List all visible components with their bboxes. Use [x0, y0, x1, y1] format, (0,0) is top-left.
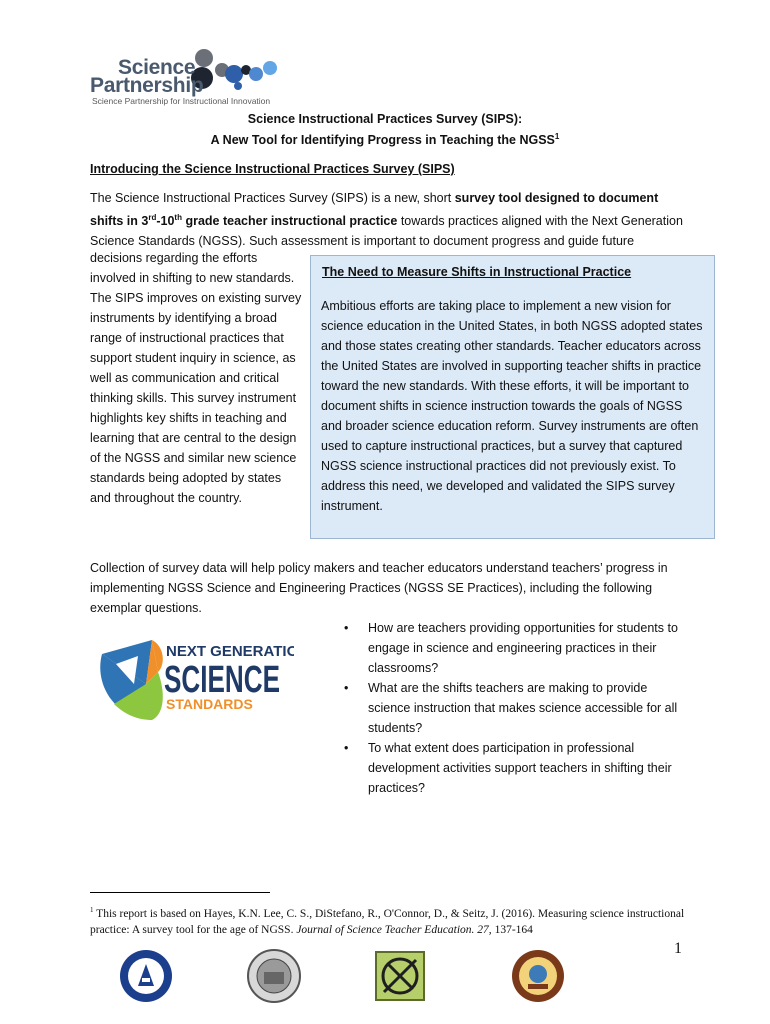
logo-tagline: Science Partnership for Instructional Innovation [92, 96, 271, 106]
question-text: How are teachers providing opportunities for students to engage in science and engineering practices in their classrooms? [368, 621, 678, 675]
bullet-icon: • [344, 681, 349, 695]
title-line-2 [0, 128, 770, 149]
footnote-divider [90, 892, 270, 893]
collection-paragraph: Collection of survey data will help policy makers and teacher educators understand teachers’ progress in implementing NGSS Science and Engineering Practices (NGSS SE Practices), including the following exemplar questions. [90, 561, 668, 615]
logo-word-partnership: Partnership [90, 74, 204, 97]
seal-4-icon [510, 948, 566, 1004]
title-footnote-mark: 1 [554, 132, 560, 141]
footnote [90, 902, 690, 938]
footnote-journal: Journal of Science Teacher Education. 27, [296, 923, 492, 936]
footnote-text: This report is based on Hayes, K.N. Lee, C. S., DiStefano, R., O'Connor, D., & Seitz, J. (2016). Measuring science instructional practice: A survey tool for the age of NGSS. [90, 907, 685, 936]
page-number: 1 [674, 940, 682, 957]
intro-sup-th: th [174, 213, 182, 222]
list-item [338, 618, 688, 678]
measure-shifts-box [310, 255, 715, 539]
ngss-line-3: STANDARDS [166, 696, 253, 712]
bullet-icon: • [344, 741, 349, 755]
list-item [338, 738, 688, 798]
intro-bold-2: -10 [156, 214, 175, 229]
science-partnership-logo [88, 44, 288, 108]
ngss-line-2: SCIENCE [164, 659, 280, 701]
intro-paragraph [90, 188, 690, 251]
box-heading: The Need to Measure Shifts in Instructional Practice [322, 265, 632, 279]
box-body: Ambitious efforts are taking place to implement a new vision for science education in the United States, in both NGSS adopted states and those states creating other standards. Teacher educators across the United States are involved in supporting teacher shifts in practice toward the new standards. With these efforts, it will be important to document shifts in science instruction towards the goals of NGSS and broader science education reform. Survey instruments are often used to capture instructional practices, but a survey that captured NGSS science instructional practices did not previously exist. To address this need, we developed and validated the SIPS survey instrument. [321, 299, 703, 513]
intro-left-column: decisions regarding the efforts involved in shifting to new standards. The SIPS improves on existing survey instruments by identifying a broad range of instructional practices that support student inquiry in science, as well as communication and critical thinking skills. This survey instrument highlights key shifts in teaching and learning that are central to the design of the NGSS and similar new science standards being adopted by states and throughout the country. [90, 251, 302, 505]
intro-sup-rd: rd [148, 213, 157, 222]
bullet-icon: • [344, 621, 349, 635]
ngss-emblem-icon [94, 634, 294, 726]
footnote-mark: 1 [90, 906, 94, 914]
list-item [338, 678, 688, 738]
seal-2-icon [246, 948, 302, 1004]
seal-3-icon [372, 948, 428, 1004]
title-line-1: Science Instructional Practices Survey (SIPS): [247, 112, 523, 126]
seal-1-icon [118, 948, 174, 1004]
intro-heading: Introducing the Science Instructional Practices Survey (SIPS) [90, 162, 455, 176]
intro-bold-1: survey tool designed to document shifts in 3 [90, 191, 659, 229]
logo-word-science: Science [118, 56, 196, 79]
question-list [338, 618, 688, 798]
intro-text-a: The Science Instructional Practices Survey (SIPS) is a new, short [90, 191, 455, 205]
ngss-line-1: NEXT GENERATIO [166, 643, 294, 660]
intro-bold-3: grade teacher instructional practice [181, 214, 398, 229]
question-text: What are the shifts teachers are making to provide science instruction that makes science accessible for all students? [368, 681, 678, 735]
ngss-logo [94, 634, 294, 726]
footnote-pages: 137-164 [491, 923, 533, 936]
title-line-2-text: A New Tool for Identifying Progress in Teaching the NGSS [210, 133, 555, 148]
question-text: To what extent does participation in professional development activities support teachers in shifting their practices? [368, 741, 672, 795]
intro-text-b: towards practices aligned with the Next Generation Science Standards (NGSS). Such assessment is important to document progress and guide future [90, 214, 683, 249]
